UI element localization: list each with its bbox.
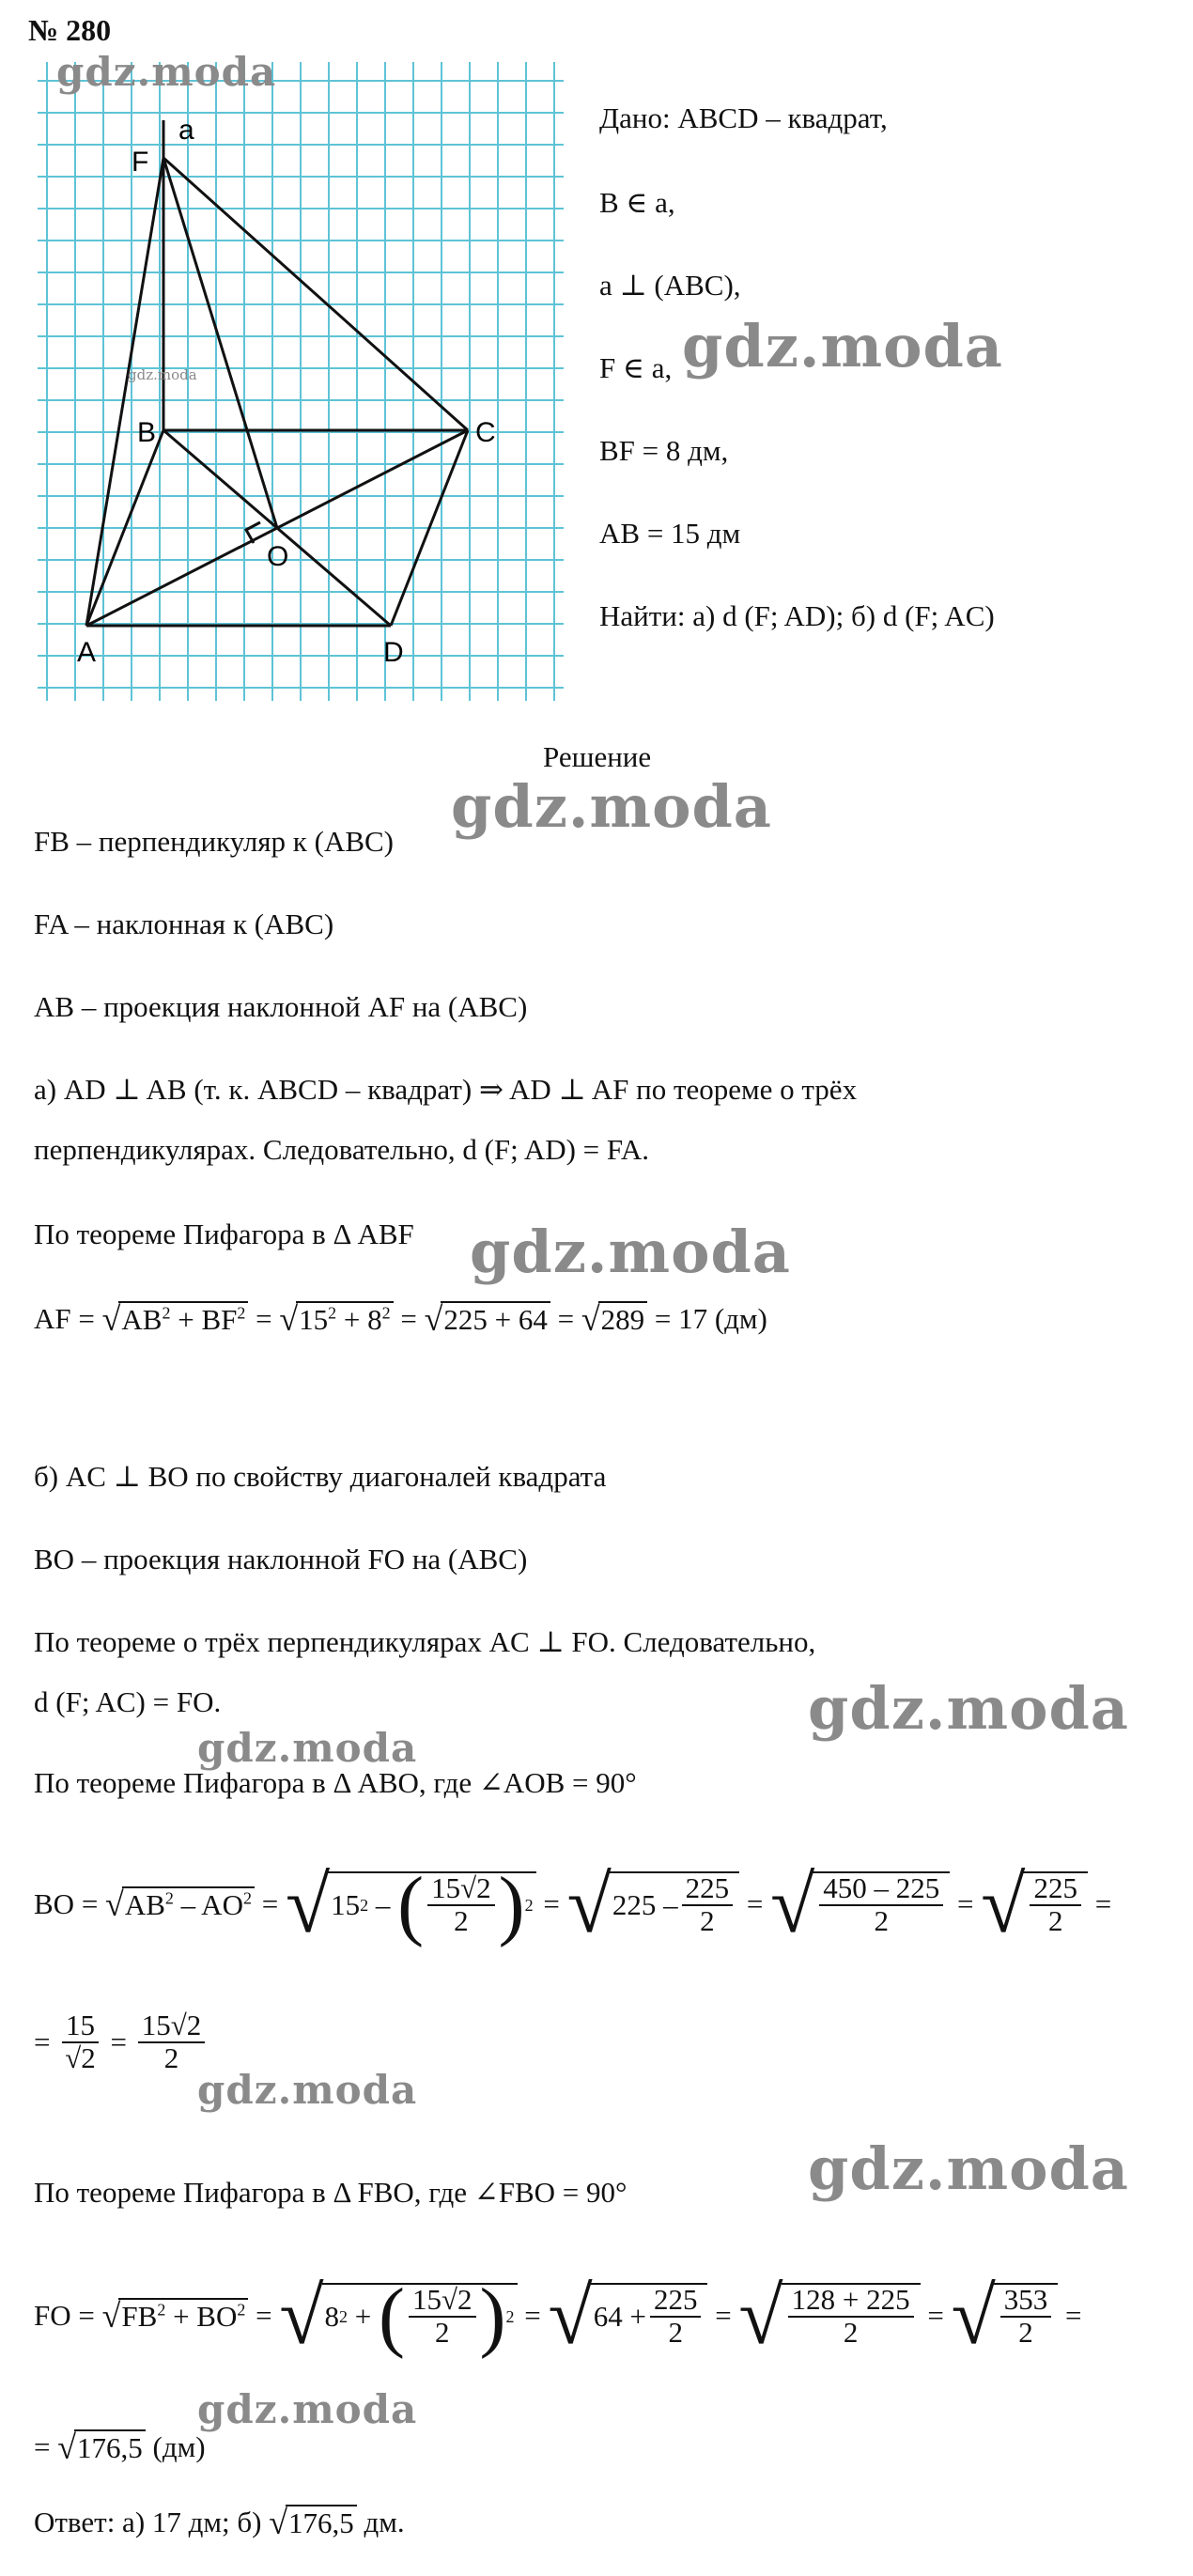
line-b1: б) AC ⊥ BO по свойству диагоналей квадрата [34, 1460, 607, 1493]
geometry-figure [38, 62, 564, 701]
given-ab: AB = 15 дм [599, 517, 741, 550]
watermark-3: gdz.moda [451, 772, 772, 841]
line-ab: AB – проекция наклонной AF на (ABC) [34, 990, 528, 1023]
given-title: Дано: ABCD – квадрат, [599, 101, 888, 134]
line-fb: FB – перпендикуляр к (ABC) [34, 825, 395, 858]
answer-line: Ответ: а) 17 дм; б) √ 176,5 дм. [34, 2504, 405, 2541]
formula-fo-result: = √ 176,5 (дм) [34, 2429, 206, 2466]
given-bf: BF = 8 дм, [599, 434, 729, 467]
label-a: a [178, 115, 194, 146]
label-d: D [383, 637, 404, 668]
watermark-7: gdz.moda [197, 2067, 418, 2113]
problem-number: № 280 [28, 13, 112, 47]
formula-af: AF = √ $AB^2 + BF^2$ = √ $15^2 + 8^2$ = √ 225 + 64 = √ 289 = 17 (дм) [34, 1300, 767, 1338]
watermark-8: gdz.moda [808, 2134, 1129, 2203]
line-a2: перпендикулярах. Следовательно, d (F; AD) = FA. [34, 1133, 649, 1166]
grid-lines [38, 62, 564, 701]
line-pyth1: По теореме Пифагора в Δ ABF [34, 1218, 414, 1250]
small-watermark: gdz.moda [128, 366, 197, 383]
given-find: Найти: а) d (F; AD); б) d (F; AC) [599, 599, 995, 632]
watermark-5: gdz.moda [808, 1674, 1129, 1743]
watermark-2: gdz.moda [682, 312, 1003, 380]
watermark-4: gdz.moda [470, 1218, 791, 1286]
given-a-perp: a ⊥ (ABC), [599, 269, 741, 302]
line-a1: а) AD ⊥ AB (т. к. ABCD – квадрат) ⇒ AD ⊥ AF по теореме о трёх [34, 1073, 858, 1106]
solution-heading: Решение [543, 740, 652, 773]
given-f-in-a: F ∈ a, [599, 351, 673, 384]
label-o: O [267, 541, 289, 572]
label-c: C [475, 417, 496, 448]
line-b4: d (F; AC) = FO. [34, 1685, 222, 1718]
watermark-1: gdz.moda [56, 49, 277, 95]
formula-bo-2: = $\frac{15}{√2}$ = $\frac{15√2}{2}$ [34, 1995, 209, 2089]
label-f: F [132, 147, 149, 178]
formula-bo: BO = √ $AB^2 - AO^2$ = √ 15 2 – ( $\frac{15√2}{2}$ ) 2 = √ 225 – $\frac{225}{2}$ = √ $\frac{450 - 225}{2}$ = √ $\frac{225}{2}$ = [34, 1858, 1112, 1949]
formula-fo: FO = √ $FB^2 + BO^2$ = √ 8 2 + ( $\frac{15√2}{2}$ ) 2 = √ 64 + $\frac{225}{2}$ = √ $\frac{128 + 225}{2}$ = √ $\frac{353}{2}$ = [34, 2270, 1082, 2361]
line-b2: BO – проекция наклонной FO на (ABC) [34, 1543, 528, 1575]
line-b3: По теореме о трёх перпендикулярах AC ⊥ FO. Следовательно, [34, 1625, 816, 1658]
label-a-point: A [77, 637, 97, 668]
watermark-6: gdz.moda [197, 1725, 418, 1771]
watermark-9: gdz.moda [197, 2386, 418, 2432]
line-pyth2: По теореме Пифагора в Δ ABO, где ∠AOB = 90° [34, 1766, 637, 1799]
given-b-in-a: B ∈ a, [599, 186, 675, 219]
label-b: B [137, 417, 157, 448]
line-fa: FA – наклонная к (ABC) [34, 908, 334, 940]
line-pyth3: По теореме Пифагора в Δ FBO, где ∠FBO = 90° [34, 2176, 627, 2209]
